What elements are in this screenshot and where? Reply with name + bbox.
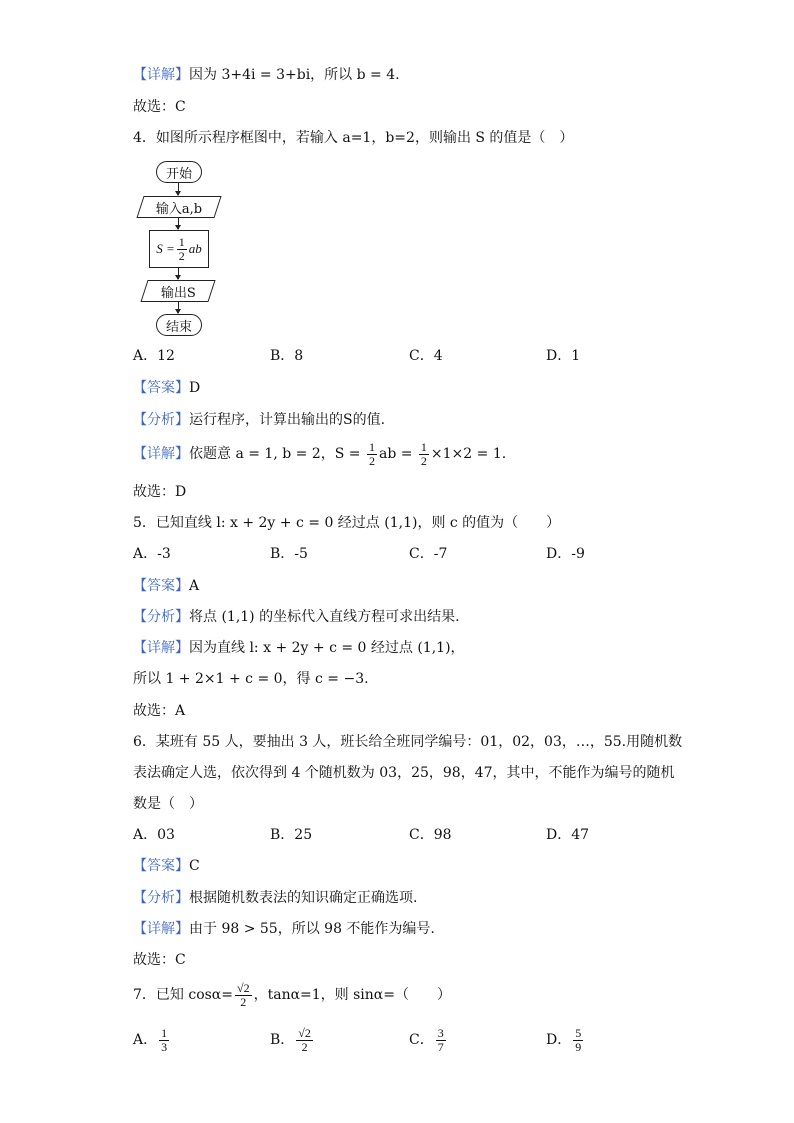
flowchart-arrow xyxy=(178,182,179,195)
q6-option-d: D．47 xyxy=(546,827,590,843)
q6-stem-line-3: 数是（ ） xyxy=(133,796,203,812)
q6-option-c: C．98 xyxy=(409,827,452,843)
q4-answer: 【答案】D xyxy=(133,380,201,396)
q4-option-a: A．12 xyxy=(133,348,175,364)
q7-option-a: A． $\frac{1}{3}$ xyxy=(133,1025,168,1054)
q6-stem-line-1: 6．某班有 55 人，要抽出 3 人，班长给全班同学编号：01，02，03，…，55.用随机数 xyxy=(133,734,683,750)
q6-analysis: 【分析】根据随机数表法的知识确定正确选项. xyxy=(133,890,418,906)
q6-option-a: A．03 xyxy=(133,827,175,843)
q3-detail xyxy=(133,65,400,85)
q6-stem-line-2: 表法确定人选，依次得到 4 个随机数为 03，25，98，47，其中，不能作为编号的随机 xyxy=(133,765,675,781)
q7-option-b: B． $\frac{√2}{2}$ xyxy=(270,1025,311,1054)
q5-option-a: A．-3 xyxy=(133,546,171,562)
q5-detail: 【详解】因为直线 l: x + 2y + c = 0 经过点 (1,1)， xyxy=(133,640,465,656)
q4-detail: 【详解】依题意 a = 1, b = 2，S = $\frac{1}{2}$ ab = $\frac{1}{2}$ ×1×2 = 1. xyxy=(133,439,507,468)
q5-stem: 5．已知直线 l: x + 2y + c = 0 经过点 (1,1)，则 c 的值为（ ） xyxy=(133,515,561,531)
flowchart-output: 输出S xyxy=(140,280,215,302)
q3-detail-text: 因为 3+4i = 3+bi，所以 b = 4. xyxy=(189,67,400,83)
detail-tag: 【详解】 xyxy=(133,67,189,83)
q5-analysis: 【分析】将点 (1,1) 的坐标代入直线方程可求出结果. xyxy=(133,609,460,625)
q4-option-c: C．4 xyxy=(409,348,443,364)
flowchart-arrow xyxy=(178,301,179,313)
q6-answer: 【答案】C xyxy=(133,858,200,874)
q5-answer: 【答案】A xyxy=(133,578,200,594)
q4-analysis: 【分析】运行程序，计算出输出的S的值. xyxy=(133,412,386,428)
q5-option-c: C．-7 xyxy=(409,546,448,562)
q7-option-c: C． $\frac{3}{7}$ xyxy=(409,1025,444,1054)
q3-choice: 故选：C xyxy=(133,99,186,115)
q6-detail: 【详解】由于 98 > 55，所以 98 不能作为编号. xyxy=(133,921,435,937)
flowchart-start: 开始 xyxy=(156,161,202,183)
flowchart-input: 输入a,b xyxy=(136,196,221,218)
q5-detail-2: 所以 1 + 2×1 + c = 0，得 c = −3. xyxy=(133,671,369,687)
flowchart-process: S = $\frac{1}{2}$ ab xyxy=(149,230,209,268)
q6-choice: 故选：C xyxy=(133,952,186,968)
q4-choice: 故选：D xyxy=(133,484,187,500)
q5-option-d: D．-9 xyxy=(546,546,585,562)
flowchart-arrow xyxy=(178,267,179,279)
q4-option-d: D．1 xyxy=(546,348,581,364)
flowchart-arrow xyxy=(178,217,179,229)
q5-choice: 故选：A xyxy=(133,703,186,719)
q6-option-b: B．25 xyxy=(270,827,313,843)
flowchart-end: 结束 xyxy=(156,314,202,336)
q7-stem: 7．已知 cosα= $\frac{√2}{2}$ ，tanα=1，则 sinα=（ ） xyxy=(133,980,451,1009)
q5-option-b: B．-5 xyxy=(270,546,308,562)
q4-option-b: B．8 xyxy=(270,348,304,364)
q7-option-d: D． $\frac{5}{9}$ xyxy=(546,1025,582,1054)
q4-stem: 4．如图所示程序框图中，若输入 a=1，b=2，则输出 S 的值是（ ） xyxy=(133,130,574,146)
